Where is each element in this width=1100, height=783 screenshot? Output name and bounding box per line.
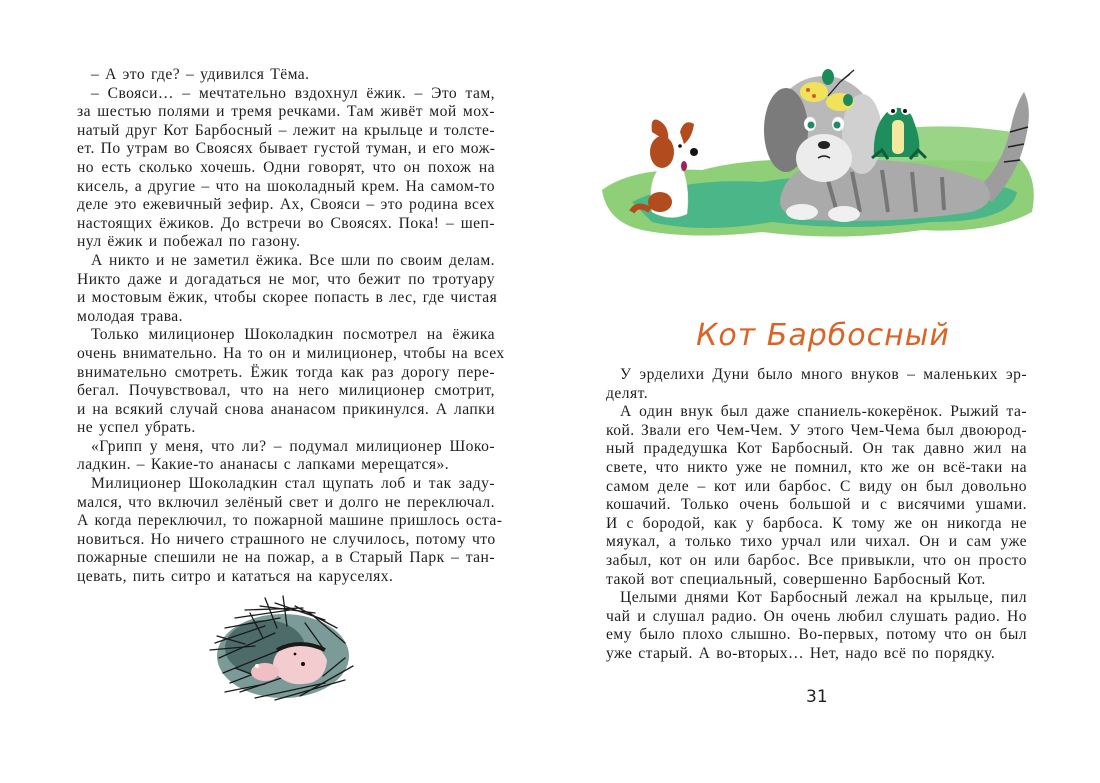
text-line: Милиционер Шоколадкин стал щупать лоб и так заду- xyxy=(91,475,495,493)
paragraph xyxy=(606,366,1027,403)
text-line: кисель, а другие – что на шоколадный крем. На самом-то xyxy=(77,177,495,195)
text-line: такой вот специальный, совершенно Барбосный Кот. xyxy=(606,570,986,588)
right-page-text xyxy=(606,366,1027,664)
text-line: – А это где? – удивился Тёма. xyxy=(91,66,310,83)
text-line: «Грипп у меня, что ли? – подумал милиционер Шоко- xyxy=(91,437,495,455)
text-line: забыл, кот он или барбос. Все привыкли, что он просто xyxy=(606,551,1027,569)
hedgehog-illustration xyxy=(205,588,365,718)
cat-nose xyxy=(818,141,830,149)
text-line: делят. xyxy=(606,384,649,402)
paragraph xyxy=(77,438,495,475)
text-line: Никто даже и догадаться не мог, что бежит по тротуару xyxy=(77,270,495,288)
text-line: бегал. Почувствовал, что на него милиционер смотрит, xyxy=(77,382,495,400)
text-line: У эрделихи Дуни было много внуков – маленьких эр- xyxy=(620,366,1027,383)
paragraph xyxy=(77,66,495,85)
text-line: – Свояси… – мечтательно вздохнул ёжик. – Это там, xyxy=(91,84,495,102)
paragraph xyxy=(77,475,503,587)
text-line: ет. По утрам во Свояcях бывает густой туман, и его мож- xyxy=(77,140,496,158)
paragraph xyxy=(77,326,505,438)
paragraph xyxy=(606,589,1027,663)
text-line: цевать, пить ситро и кататься на каруселях. xyxy=(77,568,394,586)
text-line: ему было плохо слышно. Во-первых, потому что он был xyxy=(606,626,1027,644)
text-line: Целыми днями Кот Барбосный лежал на крыльце, пил xyxy=(620,589,1027,607)
paragraph xyxy=(77,251,498,326)
text-line: А один внук был даже спаниель-кокерёнок. Рыжий та- xyxy=(620,403,1027,421)
text-line: кошачий. Только очень большой и с висячими ушами. xyxy=(606,496,1027,514)
text-line: ладкин. – Какие-то ананасы с лапками мерещатся». xyxy=(77,456,450,474)
text-line: А когда переключил, то пожарной машине пришлось оста- xyxy=(77,512,503,530)
right-page xyxy=(550,0,1100,783)
text-line: самом деле – кот или барбос. С виду он был довольно xyxy=(606,477,1027,495)
hedgehog-eye xyxy=(301,662,305,666)
text-line: но есть сколько хочешь. Одни говорят, что он похож на xyxy=(77,158,495,176)
text-line: свете, что никто уже не помнил, кто же он всё-таки на xyxy=(606,458,1027,476)
text-line: новиться. Но ничего страшного не случилось, потому что xyxy=(77,530,496,548)
text-line: мался, что включил зелёный свет и долго не переключал. xyxy=(77,493,495,511)
text-line: мяукал, а только тихо урчал или чихал. Он и сам уже xyxy=(606,533,1027,551)
paragraph xyxy=(606,403,1027,589)
text-line: за шестью полями и тремя речками. Там живёт мой мох- xyxy=(77,103,495,121)
paragraph xyxy=(77,85,495,252)
text-line: внимательно смотреть. Ёжик тогда как раз дорогу пере- xyxy=(77,363,495,381)
text-line: не успел убрать. xyxy=(77,419,196,437)
text-line: молодая трава. xyxy=(77,307,184,325)
chapter-title: Кот Барбосный xyxy=(696,318,950,353)
text-line: и мостовым ёжик, чтобы скорее попасть в лес, где чистая xyxy=(77,289,498,307)
text-line: ный прадедушка Кот Барбосный. Он так давно жил на xyxy=(606,440,1027,458)
text-line: очень внимательно. На то он и милиционер, чтобы на всех xyxy=(77,344,505,362)
text-line: пожарные спешили не на пожар, а в Старый Парк – тан- xyxy=(77,549,495,567)
text-line: натый друг Кот Барбосный – лежит на крыльце и толсте- xyxy=(77,121,495,139)
text-line: чай и слушал радио. Он очень любил слушать радио. Но xyxy=(606,607,1027,625)
text-line: уже старый. А во-вторых… Нет, надо всё по порядку. xyxy=(606,644,996,662)
animals-on-grass-illustration xyxy=(592,62,1062,247)
left-page-text xyxy=(77,66,505,587)
page-number: 31 xyxy=(806,687,828,707)
text-line: настоящих ёжиков. До встречи во Своясях. Пока! – шеп- xyxy=(77,214,495,232)
text-line: кой. Звали его Чем-Чем. У этого Чем-Чема был двоюрод- xyxy=(606,421,1027,439)
text-line: нул ёжик и побежал по газону. xyxy=(77,233,301,251)
text-line: И с бородой, как у барбоса. К тому же он никогда не xyxy=(606,514,1027,532)
text-line: Только милиционер Шоколадкин посмотрел на ёжика xyxy=(91,326,495,344)
text-line: деле это ежевичный зефир. Ах, Свояси – это родина всех xyxy=(77,196,495,214)
text-line: А никто и не заметил ёжика. Все шли по своим делам. xyxy=(91,251,495,269)
text-line: и на всякий случай снова ананасом прикинулся. А лапки xyxy=(77,400,495,418)
